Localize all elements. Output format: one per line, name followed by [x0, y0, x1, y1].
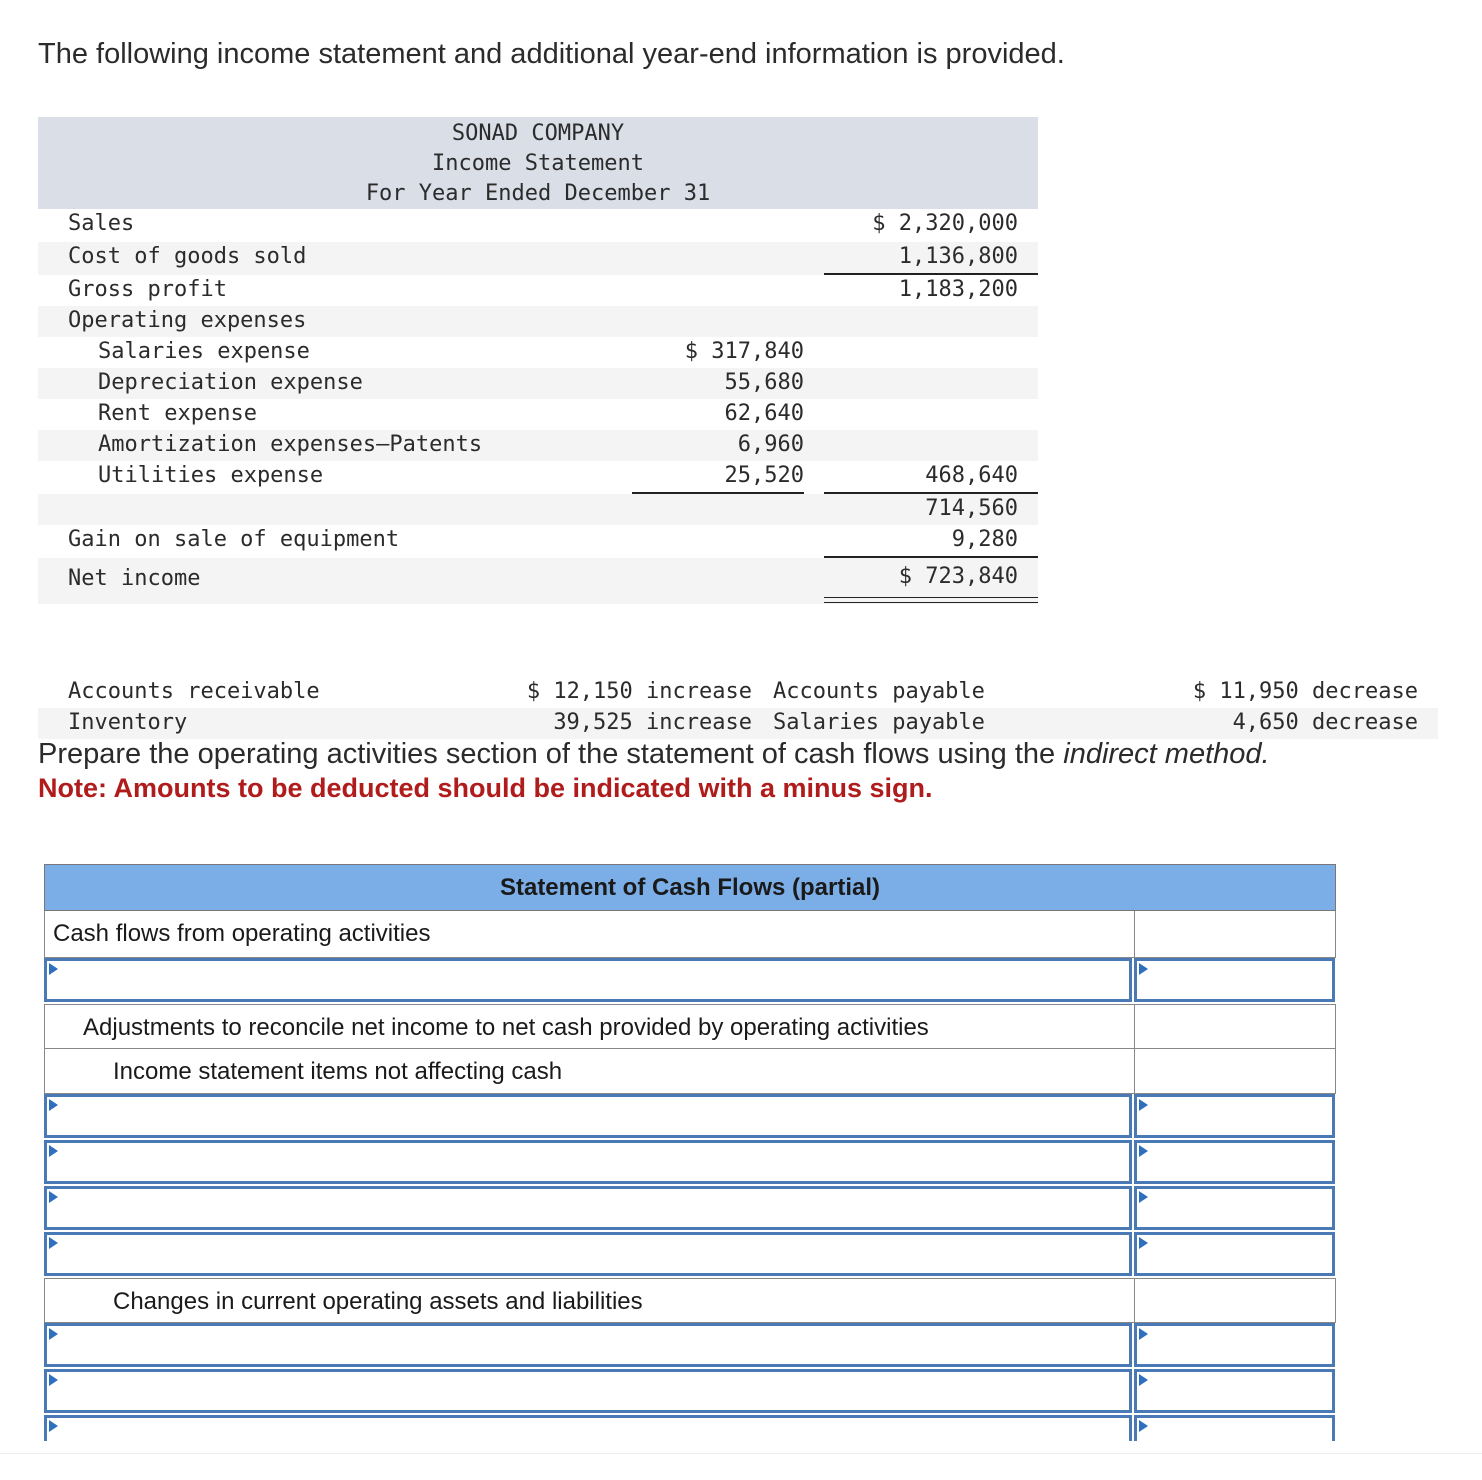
row-sales — [38, 209, 1038, 242]
entry-label-dropdown[interactable] — [44, 1094, 1132, 1138]
instruction-note: Note: Amounts to be deducted should be indicated with a minus sign. — [38, 773, 933, 803]
amortization-value: 6,960 — [737, 432, 804, 457]
statement-title: Income Statement — [432, 151, 644, 176]
dropdown-arrow-icon — [49, 1191, 58, 1203]
row-rent — [38, 399, 1038, 430]
label-cell — [45, 911, 1135, 957]
row-cogs — [38, 242, 1038, 275]
additional-row-1 — [38, 677, 1438, 708]
entry-row-noncash-3 — [44, 1186, 1336, 1232]
dropdown-arrow-icon — [1139, 1374, 1148, 1386]
row-gain — [38, 525, 1038, 558]
value-cell — [1135, 1279, 1335, 1323]
amortization-label: Amortization expenses—Patents — [98, 432, 483, 457]
entry-label-dropdown[interactable] — [44, 1415, 1132, 1441]
instruction-text — [38, 738, 1270, 771]
entry-amount-input[interactable] — [1134, 1323, 1335, 1367]
dropdown-arrow-icon — [49, 1328, 58, 1340]
entry-row-changes-2 — [44, 1369, 1336, 1415]
subtotal-value: 714,560 — [925, 496, 1018, 521]
dropdown-arrow-icon — [49, 1099, 58, 1111]
intro-text: The following income statement and additional year-end information is provided. — [38, 38, 1065, 70]
entry-row-changes-3 — [44, 1415, 1336, 1441]
entry-label-dropdown[interactable] — [44, 1369, 1132, 1413]
ap-label: Accounts payable — [773, 679, 985, 704]
label-cell — [45, 1005, 1135, 1049]
sales-value: $ 2,320,000 — [872, 211, 1018, 236]
cash-flows-title: Statement of Cash Flows (partial) — [44, 864, 1336, 911]
entry-amount-input[interactable] — [1134, 958, 1335, 1002]
dropdown-arrow-icon — [49, 1145, 58, 1157]
salaries-label: Salaries expense — [98, 339, 310, 364]
entry-label-dropdown[interactable] — [44, 1140, 1132, 1184]
dropdown-arrow-icon — [1139, 1420, 1148, 1432]
page-bottom-divider — [0, 1453, 1482, 1454]
row-amortization — [38, 430, 1038, 461]
row-utilities — [38, 461, 1038, 494]
inventory-value: 39,525 increase — [553, 710, 752, 735]
row-gross-profit — [38, 275, 1038, 306]
dropdown-arrow-icon — [1139, 1099, 1148, 1111]
salaries-payable-value: 4,650 decrease — [1232, 710, 1418, 735]
instruction-emphasis: indirect method. — [1063, 738, 1270, 770]
entry-amount-input[interactable] — [1134, 1415, 1335, 1441]
noncash-items-heading-row — [44, 1049, 1336, 1094]
total-operating-expenses-value: 468,640 — [925, 463, 1018, 488]
instruction-prefix: Prepare the operating activities section of the statement of cash flows using the — [38, 738, 1064, 770]
sales-label: Sales — [68, 211, 135, 236]
cogs-value: 1,136,800 — [898, 244, 1018, 269]
rent-label: Rent expense — [98, 401, 257, 426]
utilities-value: 25,520 — [724, 463, 804, 488]
income-statement — [38, 117, 1038, 604]
operating-activities-heading-row — [44, 911, 1336, 958]
label-cell — [45, 1049, 1135, 1093]
dropdown-arrow-icon — [49, 1374, 58, 1386]
entry-amount-input[interactable] — [1134, 1186, 1335, 1230]
changes-heading-row — [44, 1278, 1336, 1323]
value-cell — [1135, 1049, 1335, 1093]
operating-activities-heading: Cash flows from operating activities — [53, 920, 431, 947]
row-salaries — [38, 337, 1038, 368]
cogs-label: Cost of goods sold — [68, 244, 307, 269]
utilities-label: Utilities expense — [98, 463, 324, 488]
row-operating-expenses — [38, 306, 1038, 337]
inventory-label: Inventory — [68, 710, 188, 735]
adjustments-heading: Adjustments to reconcile net income to net cash provided by operating activities — [83, 1014, 929, 1041]
entry-amount-input[interactable] — [1134, 1140, 1335, 1184]
noncash-items-heading: Income statement items not affecting cash — [113, 1058, 563, 1085]
entry-amount-input[interactable] — [1134, 1232, 1335, 1276]
entry-label-dropdown[interactable] — [44, 1323, 1132, 1367]
gain-value: 9,280 — [951, 527, 1018, 552]
gross-profit-value: 1,183,200 — [898, 277, 1018, 302]
dropdown-arrow-icon — [1139, 1145, 1148, 1157]
company-name: SONAD COMPANY — [451, 121, 625, 146]
ar-label: Accounts receivable — [68, 679, 320, 704]
row-net-income — [38, 558, 1038, 604]
statement-period: For Year Ended December 31 — [365, 181, 711, 206]
value-cell — [1135, 1005, 1335, 1049]
net-income-label: Net income — [68, 566, 201, 591]
dropdown-arrow-icon — [49, 1237, 58, 1249]
income-statement-header — [38, 117, 1038, 209]
cash-flows-worksheet — [44, 864, 1336, 1441]
row-subtotal — [38, 494, 1038, 525]
rent-value: 62,640 — [724, 401, 804, 426]
gain-label: Gain on sale of equipment — [68, 527, 400, 552]
entry-amount-input[interactable] — [1134, 1369, 1335, 1413]
entry-label-dropdown[interactable] — [44, 1232, 1132, 1276]
additional-info — [38, 677, 1438, 739]
operating-expenses-label: Operating expenses — [68, 308, 307, 333]
entry-label-dropdown[interactable] — [44, 1186, 1132, 1230]
entry-row-net-income — [44, 958, 1336, 1004]
depreciation-value: 55,680 — [724, 370, 804, 395]
salaries-payable-label: Salaries payable — [773, 710, 985, 735]
net-income-value: $ 723,840 — [898, 564, 1018, 589]
row-depreciation — [38, 368, 1038, 399]
entry-row-noncash-1 — [44, 1094, 1336, 1140]
entry-row-changes-1 — [44, 1323, 1336, 1369]
ar-value: $ 12,150 increase — [526, 679, 752, 704]
changes-heading: Changes in current operating assets and liabilities — [113, 1288, 643, 1315]
entry-amount-input[interactable] — [1134, 1094, 1335, 1138]
label-cell — [45, 1279, 1135, 1323]
value-cell — [1135, 911, 1335, 955]
dropdown-arrow-icon — [1139, 1237, 1148, 1249]
dropdown-arrow-icon — [1139, 1191, 1148, 1203]
ap-value: $ 11,950 decrease — [1192, 679, 1418, 704]
dropdown-arrow-icon — [1139, 963, 1148, 975]
adjustments-heading-row — [44, 1004, 1336, 1049]
salaries-value: $ 317,840 — [684, 339, 804, 364]
entry-row-noncash-4 — [44, 1232, 1336, 1278]
dropdown-arrow-icon — [49, 963, 58, 975]
entry-row-noncash-2 — [44, 1140, 1336, 1186]
dropdown-arrow-icon — [1139, 1328, 1148, 1340]
additional-row-2 — [38, 708, 1438, 739]
gross-profit-label: Gross profit — [68, 277, 227, 302]
dropdown-arrow-icon — [49, 1420, 58, 1432]
depreciation-label: Depreciation expense — [98, 370, 363, 395]
entry-label-dropdown[interactable] — [44, 958, 1132, 1002]
net-income-double-underline — [824, 597, 1038, 603]
